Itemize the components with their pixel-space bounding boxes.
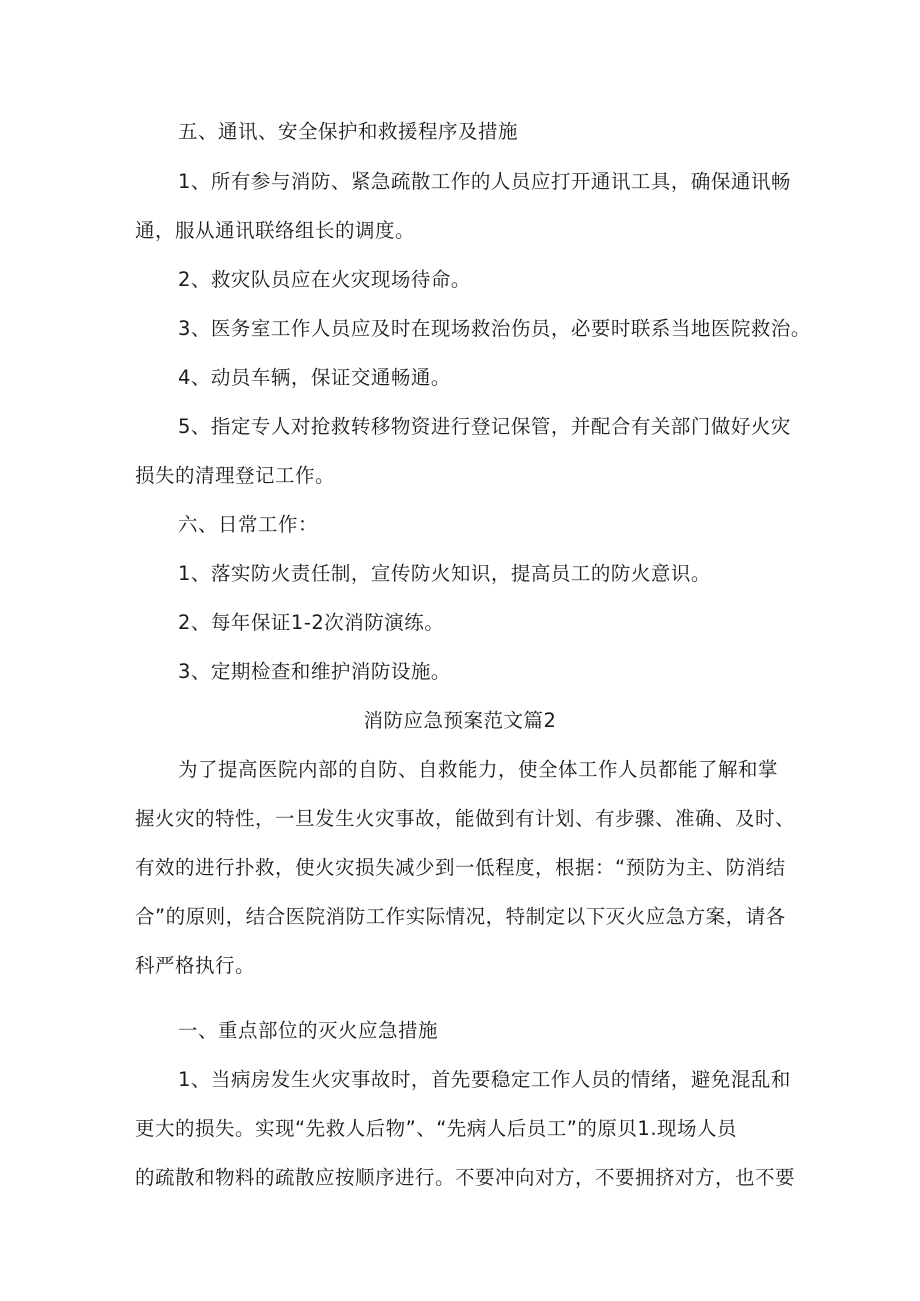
paragraph-line: 有效的进行扑救，使火灾损失减少到一低程度，根据：“预防为主、防消结 xyxy=(135,856,786,879)
article-title: 消防应急预案范文篇2 xyxy=(363,709,557,732)
paragraph-line: 更大的损失。实现“先救人后物”、“先病人后员工”的原贝1.现场人员 xyxy=(135,1117,738,1140)
paragraph-line: 科严格执行。 xyxy=(135,954,256,977)
list-item: 1、落实防火责任制，宣传防火知识，提高员工的防火意识。 xyxy=(178,562,711,585)
paragraph-line: 握火灾的特性，一旦发生火灾事故，能做到有计划、有步骤、准确、及时、 xyxy=(135,807,796,830)
list-item: 2、每年保证1-2次消防演练。 xyxy=(178,611,445,634)
paragraph-line: 为了提高医院内部的自防、自救能力，使全体工作人员都能了解和掌 xyxy=(178,758,779,781)
paragraph-line: 损失的清理登记工作。 xyxy=(135,464,336,487)
section5-heading: 五、通讯、安全保护和救援程序及措施 xyxy=(178,120,519,143)
paragraph-line: 1、所有参与消防、紧急疏散工作的人员应打开通讯工具，确保通讯畅 xyxy=(178,170,791,193)
paragraph-line: 的疏散和物料的疏散应按顺序进行。不要冲向对方，不要拥挤对方，也不要 xyxy=(135,1166,796,1189)
list-item: 4、动员车辆，保证交通畅通。 xyxy=(178,366,451,389)
list-item: 2、救灾队员应在火灾现场待命。 xyxy=(178,268,471,291)
paragraph-line: 合”的原则，结合医院消防工作实际情况，特制定以下灭火应急方案，请各 xyxy=(135,905,786,928)
list-item: 3、定期检查和维护消防设施。 xyxy=(178,660,451,683)
paragraph-line: 1、当病房发生火灾事故时，首先要稳定工作人员的情绪，避免混乱和 xyxy=(178,1068,791,1091)
paragraph-line: 5、指定专人对抢救转移物资进行登记保管，并配合有关部门做好火灾 xyxy=(178,415,791,438)
section1-heading: 一、重点部位的灭火应急措施 xyxy=(178,1019,439,1042)
list-item: 3、医务室工作人员应及时在现场救治伤员，必要时联系当地医院救治。 xyxy=(178,317,811,340)
section6-heading: 六、日常工作： xyxy=(178,513,319,536)
paragraph-line: 通，服从通讯联络组长的调度。 xyxy=(135,219,416,242)
